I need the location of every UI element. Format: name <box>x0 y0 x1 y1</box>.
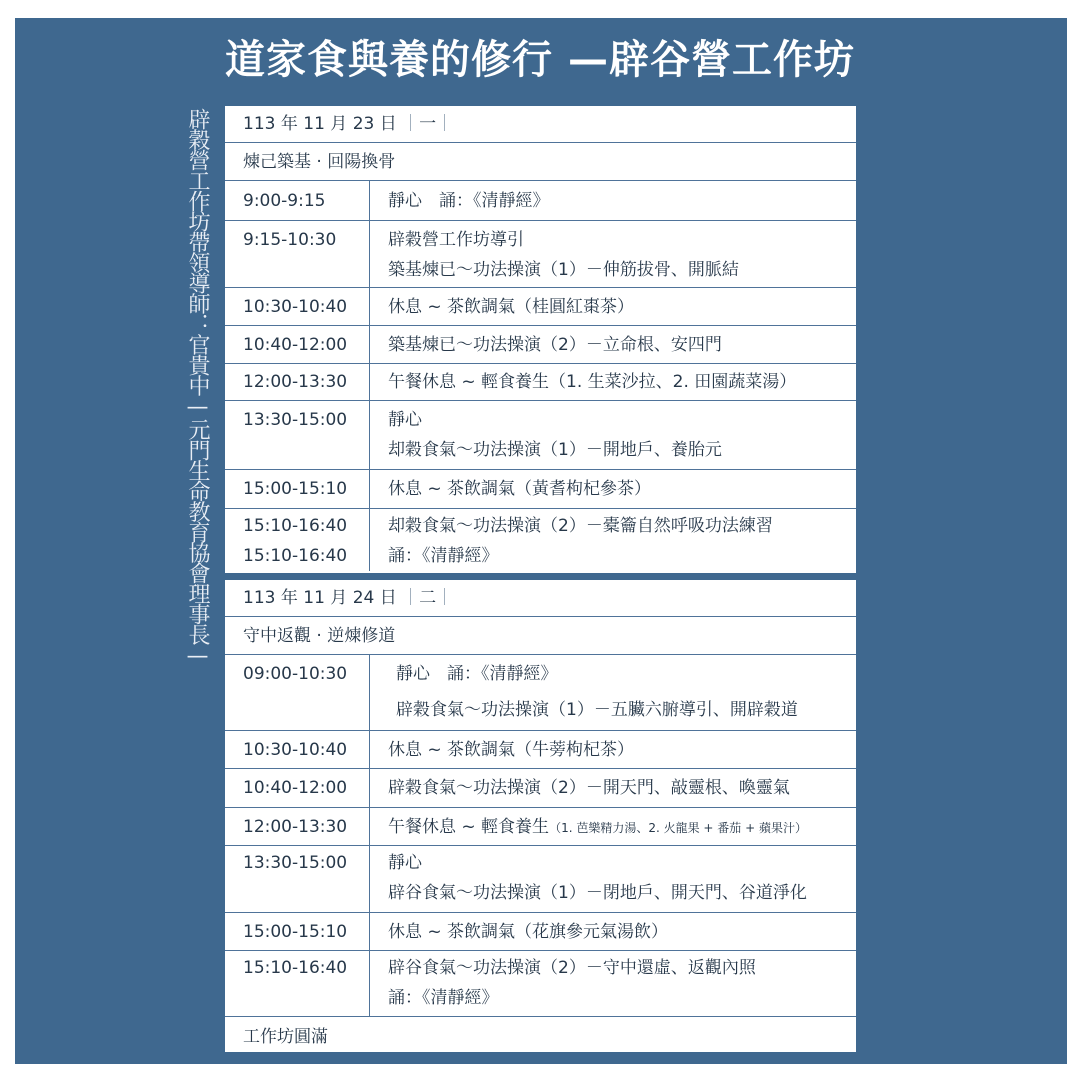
schedule-row <box>225 769 856 808</box>
schedule-row <box>225 808 856 846</box>
time-cell: 9:00-9:15 <box>225 181 370 220</box>
activity-cell: 辟穀營工作坊導引 築基煉已～功法操演（1）－伸筋拔骨、開脈結 <box>388 230 739 280</box>
activity-cell: 休息 ~ 茶飲調氣（桂圓紅棗茶） <box>388 297 635 317</box>
weekday-separator: ｜ <box>436 588 454 608</box>
day-theme-text: 守中返觀 · 逆煉修道 <box>243 626 396 646</box>
activity-cell: 休息 ~ 茶飲調氣（黃耆枸杞參茶） <box>388 479 652 499</box>
day-theme-text: 煉己築基 · 回陽換骨 <box>243 152 396 172</box>
schedule-row <box>225 288 856 326</box>
activity-cell: 午餐休息 ~ 輕食養生（1. 芭樂精力湯、2. 火龍果 + 番茄 + 蘋果汁） <box>388 817 807 837</box>
weekday-separator: ｜ <box>402 588 420 608</box>
activity-cell: 靜心 却穀食氣～功法操演（1）－開地戶、養胎元 <box>388 410 722 460</box>
schedule-row <box>225 181 856 221</box>
activity-cell: 靜心 誦：《清靜經》 辟穀食氣～功法操演（1）－五臟六腑導引、開辟穀道 <box>396 664 798 720</box>
schedule-row <box>225 364 856 401</box>
schedule-row <box>225 655 856 731</box>
time-cell: 12:00-13:30 <box>225 364 370 400</box>
activity-cell: 休息 ~ 茶飲調氣（牛蒡枸杞茶） <box>388 740 635 760</box>
instructor-vertical-text: 辟穀營工作坊帶領導師：官貴中—元門生命教育協會理事長— <box>185 108 210 668</box>
day-theme <box>225 617 856 655</box>
schedule-day-1 <box>225 106 856 573</box>
schedule-row <box>225 401 856 470</box>
activity-cell: 午餐休息 ~ 輕食養生（1. 生菜沙拉、2. 田園蔬菜湯） <box>388 372 797 392</box>
day-date: 113 年 11 月 23 日 <box>243 114 397 134</box>
weekday: 二 <box>419 588 437 608</box>
activity-cell: 靜心 辟谷食氣～功法操演（1）－閉地戶、開天門、谷道淨化 <box>388 853 807 903</box>
activity-cell: 辟穀食氣～功法操演（2）－開天門、敲靈根、喚靈氣 <box>388 778 790 798</box>
weekday: 一 <box>419 114 437 134</box>
time-cell: 13:30-15:00 <box>225 401 370 469</box>
day-date: 113 年 11 月 24 日 <box>243 588 397 608</box>
activity-cell: 辟谷食氣～功法操演（2）－守中還虛、返觀內照 誦：《清靜經》 <box>388 958 756 1008</box>
schedule-day-2 <box>225 580 856 1052</box>
time-cell: 09:00-10:30 <box>225 655 370 730</box>
day-date-header <box>225 106 856 143</box>
schedule-row <box>225 846 856 913</box>
day-date-header <box>225 580 856 617</box>
schedule-row <box>225 470 856 509</box>
time-cell: 9:15-10:30 <box>225 221 370 287</box>
schedule-row <box>225 326 856 364</box>
schedule-row <box>225 221 856 288</box>
closing-text: 工作坊圓滿 <box>243 1027 328 1047</box>
weekday-separator: ｜ <box>436 114 454 134</box>
time-cell: 15:10-16:40 15:10-16:40 <box>225 509 370 571</box>
time-cell: 12:00-13:30 <box>225 808 370 845</box>
time-cell: 15:10-16:40 <box>225 951 370 1016</box>
weekday-separator: ｜ <box>402 114 420 134</box>
closing-row <box>225 1017 856 1057</box>
time-cell: 13:30-15:00 <box>225 846 370 912</box>
day-theme <box>225 143 856 181</box>
activity-cell: 却穀食氣～功法操演（2）－橐籥自然呼吸功法練習 誦：《清靜經》 <box>388 516 773 566</box>
time-cell: 10:30-10:40 <box>225 288 370 325</box>
time-cell: 15:00-15:10 <box>225 913 370 950</box>
schedule-row <box>225 913 856 951</box>
schedule-row <box>225 951 856 1017</box>
time-cell: 15:00-15:10 <box>225 470 370 508</box>
time-cell: 10:40-12:00 <box>225 326 370 363</box>
page-title: 道家食與養的修行 —辟谷營工作坊 <box>225 37 855 83</box>
activity-cell: 築基煉已～功法操演（2）－立命根、安四門 <box>388 335 722 355</box>
schedule-row <box>225 731 856 769</box>
activity-cell: 休息 ~ 茶飲調氣（花旗參元氣湯飲） <box>388 922 669 942</box>
time-cell: 10:40-12:00 <box>225 769 370 807</box>
schedule-row <box>225 509 856 571</box>
time-cell: 10:30-10:40 <box>225 731 370 768</box>
activity-cell: 靜心 誦：《清靜經》 <box>388 191 550 211</box>
